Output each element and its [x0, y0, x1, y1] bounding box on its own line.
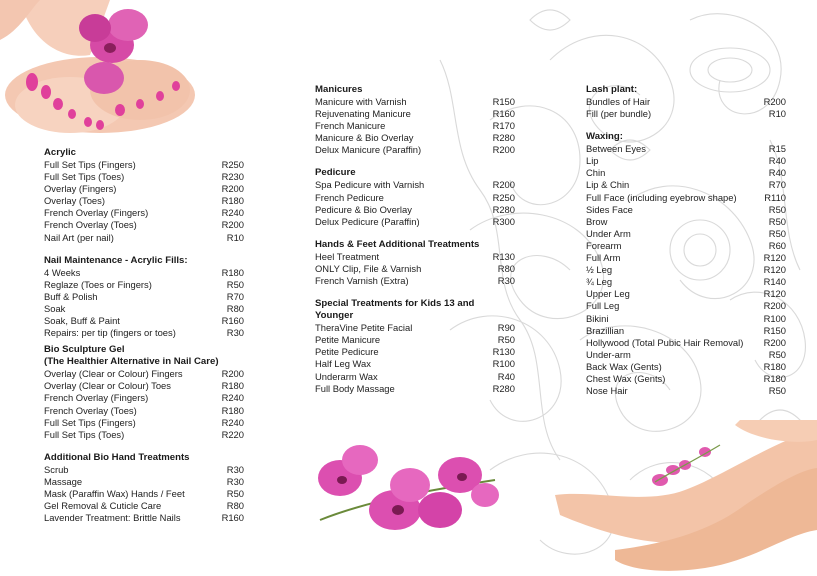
- treatment-name: Full Set Tips (Fingers): [44, 416, 136, 428]
- treatment-price: R280: [492, 382, 515, 394]
- treatment-price: R40: [768, 167, 786, 179]
- price-row: [315, 204, 515, 216]
- price-row: [44, 512, 244, 524]
- price-row: [586, 300, 786, 312]
- price-row: [586, 143, 786, 155]
- treatment-price: R240: [221, 416, 244, 428]
- section-title-acrylic-fills: Nail Maintenance - Acrylic Fills:: [44, 254, 188, 266]
- column-nails: [44, 147, 244, 524]
- treatment-price: R150: [763, 324, 786, 336]
- treatment-name: Brazillian: [586, 324, 625, 336]
- treatment-name: Chin: [586, 167, 606, 179]
- treatment-price: R60: [768, 239, 786, 251]
- section-waxing: [586, 131, 786, 397]
- treatment-name: ¾ Leg: [586, 276, 613, 288]
- price-row: [586, 361, 786, 373]
- treatment-name: Petite Pedicure: [315, 346, 379, 358]
- treatment-price: R30: [497, 275, 515, 287]
- price-row: [315, 108, 515, 120]
- treatment-name: Overlay (Fingers): [44, 183, 117, 195]
- treatment-price: R30: [226, 475, 244, 487]
- treatment-price: R120: [763, 252, 786, 264]
- treatment-price: R80: [226, 302, 244, 314]
- treatment-price: R90: [497, 322, 515, 334]
- treatment-price: R50: [497, 334, 515, 346]
- price-row: [44, 232, 244, 244]
- price-row: [44, 303, 244, 315]
- treatment-name: Half Leg Wax: [315, 358, 371, 370]
- treatment-name: Delux Pedicure (Paraffin): [315, 215, 420, 227]
- price-row: [586, 228, 786, 240]
- price-row: [315, 251, 515, 263]
- price-row: [315, 132, 515, 144]
- treatment-name: Delux Manicure (Paraffin): [315, 144, 422, 156]
- section-title-bio-sculpture: Bio Sculpture Gel: [44, 344, 125, 356]
- treatment-price: R50: [768, 215, 786, 227]
- treatment-price: R140: [763, 276, 786, 288]
- section-title-bio-hand: Additional Bio Hand Treatments: [44, 451, 190, 463]
- treatment-price: R10: [226, 231, 244, 243]
- treatment-price: R240: [221, 207, 244, 219]
- treatment-name: French Varnish (Extra): [315, 275, 409, 287]
- treatment-name: Mask (Paraffin Wax) Hands / Feet: [44, 487, 185, 499]
- treatment-price: R200: [221, 219, 244, 231]
- price-row: [315, 179, 515, 191]
- section-pedicure: [315, 167, 515, 227]
- price-row: [44, 315, 244, 327]
- treatment-price: R50: [226, 278, 244, 290]
- treatment-name: Between Eyes: [586, 143, 646, 155]
- price-row: [586, 349, 786, 361]
- price-row: [44, 279, 244, 291]
- treatment-price: R180: [221, 266, 244, 278]
- treatment-price: R50: [768, 203, 786, 215]
- treatment-price: R200: [221, 183, 244, 195]
- price-row: [44, 171, 244, 183]
- treatment-name: Full Arm: [586, 252, 621, 264]
- price-row: [315, 383, 515, 395]
- treatment-name: Upper Leg: [586, 288, 630, 300]
- treatment-name: Lip & Chin: [586, 179, 630, 191]
- treatment-name: Manicure & Bio Overlay: [315, 132, 414, 144]
- price-row: [44, 405, 244, 417]
- treatment-name: Petite Manicure: [315, 334, 381, 346]
- price-row: [44, 267, 244, 279]
- price-row: [44, 500, 244, 512]
- treatment-price: R180: [763, 360, 786, 372]
- waxed-legs-photo: [555, 420, 817, 576]
- price-row: [586, 192, 786, 204]
- price-row: [44, 207, 244, 219]
- treatment-price: R15: [768, 143, 786, 155]
- price-row: [315, 120, 515, 132]
- price-row: [315, 346, 515, 358]
- price-row: [586, 240, 786, 252]
- treatment-price: R240: [221, 392, 244, 404]
- treatment-name: Manicure with Varnish: [315, 96, 407, 107]
- treatment-price: R200: [492, 144, 515, 156]
- treatment-name: Nail Art (per nail): [44, 231, 114, 243]
- section-hands-feet-additional: [315, 239, 515, 287]
- section-title-manicures: Manicures: [315, 84, 363, 95]
- treatment-price: R70: [768, 179, 786, 191]
- treatment-price: R230: [221, 171, 244, 183]
- price-row: [44, 417, 244, 429]
- treatment-price: R50: [226, 487, 244, 499]
- price-row: [44, 219, 244, 231]
- price-row: [586, 325, 786, 337]
- price-row: [315, 275, 515, 287]
- section-title-pedicure: Pedicure: [315, 167, 356, 179]
- section-title-kids: Special Treatments for Kids 13 and Younger: [315, 298, 475, 322]
- treatment-price: R50: [768, 385, 786, 397]
- price-row: [315, 192, 515, 204]
- treatment-name: Pedicure & Bio Overlay: [315, 203, 412, 215]
- treatment-name: French Overlay (Toes): [44, 219, 137, 231]
- treatment-price: R200: [492, 179, 515, 191]
- treatment-name: Lavender Treatment: Brittle Nails: [44, 512, 181, 524]
- price-row: [315, 358, 515, 370]
- treatment-name: French Overlay (Fingers): [44, 392, 149, 404]
- price-row: [586, 288, 786, 300]
- treatment-name: Sides Face: [586, 203, 633, 215]
- treatment-name: Repairs: per tip (fingers or toes): [44, 327, 176, 339]
- column-lash-waxing: [586, 84, 786, 397]
- section-title-acrylic: Acrylic: [44, 147, 76, 158]
- treatment-name: Heel Treatment: [315, 250, 380, 262]
- price-row: [586, 313, 786, 325]
- price-row: [44, 291, 244, 303]
- treatment-price: R50: [768, 227, 786, 239]
- orchid-flowers-photo: [310, 440, 500, 540]
- treatment-name: Scrub: [44, 463, 69, 475]
- treatment-price: R120: [763, 264, 786, 276]
- price-row: [315, 371, 515, 383]
- treatment-price: R280: [492, 132, 515, 144]
- treatment-name: Full Set Tips (Toes): [44, 171, 125, 183]
- price-row: [44, 392, 244, 404]
- price-row: [44, 327, 244, 339]
- treatment-price: R40: [768, 155, 786, 167]
- treatment-price: R80: [226, 500, 244, 512]
- price-row: [586, 276, 786, 288]
- price-row: [44, 429, 244, 441]
- treatment-price: R170: [492, 120, 515, 132]
- treatment-price: R100: [763, 312, 786, 324]
- treatment-name: Reglaze (Toes or Fingers): [44, 278, 152, 290]
- treatment-price: R30: [226, 327, 244, 339]
- treatment-price: R160: [221, 512, 244, 524]
- price-row: [586, 216, 786, 228]
- treatment-name: Soak: [44, 302, 66, 314]
- treatment-name: Chest Wax (Gents): [586, 372, 666, 384]
- treatment-name: French Manicure: [315, 120, 386, 132]
- treatment-price: R180: [763, 372, 786, 384]
- treatment-name: Massage: [44, 475, 83, 487]
- treatment-name: Lip: [586, 155, 599, 167]
- section-bio-sculpture: [44, 344, 244, 441]
- price-row: [315, 263, 515, 275]
- treatment-price: R200: [763, 336, 786, 348]
- price-row: [586, 179, 786, 191]
- section-manicures: [315, 84, 515, 156]
- price-row: [586, 264, 786, 276]
- treatment-name: Bikini: [586, 312, 609, 324]
- price-row: [586, 337, 786, 349]
- treatment-price: R200: [763, 96, 786, 107]
- price-row: [44, 464, 244, 476]
- section-subtitle-bio-sculpture: (The Healthier Alternative in Nail Care): [44, 356, 219, 368]
- price-row: [586, 204, 786, 216]
- treatment-name: Buff & Polish: [44, 290, 98, 302]
- treatment-price: R300: [492, 215, 515, 227]
- treatment-name: French Overlay (Fingers): [44, 207, 149, 219]
- section-title-lash-plant: Lash plant:: [586, 84, 638, 95]
- treatment-price: R150: [492, 96, 515, 107]
- treatment-name: Full Set Tips (Toes): [44, 428, 125, 440]
- price-row: [44, 380, 244, 392]
- treatment-name: Full Set Tips (Fingers): [44, 159, 136, 170]
- section-kids: [315, 298, 515, 395]
- treatment-price: R130: [492, 346, 515, 358]
- treatment-price: R130: [492, 250, 515, 262]
- price-row: [44, 476, 244, 488]
- treatment-price: R180: [221, 404, 244, 416]
- treatment-price: R180: [221, 380, 244, 392]
- treatment-name: Overlay (Clear or Colour) Toes: [44, 380, 171, 392]
- treatment-name: Under Arm: [586, 227, 631, 239]
- treatment-name: Soak, Buff & Paint: [44, 315, 120, 327]
- treatment-price: R200: [763, 300, 786, 312]
- price-row: [315, 96, 515, 108]
- treatment-name: Brow: [586, 215, 608, 227]
- treatment-name: Rejuvenating Manicure: [315, 108, 411, 120]
- treatment-name: Full Body Massage: [315, 382, 395, 394]
- treatment-name: Forearm: [586, 239, 622, 251]
- treatment-name: Hollywood (Total Pubic Hair Removal): [586, 336, 744, 348]
- treatment-name: ½ Leg: [586, 264, 613, 276]
- price-row: [586, 96, 786, 108]
- treatment-price: R30: [226, 463, 244, 475]
- price-row: [44, 488, 244, 500]
- section-bio-hand: [44, 452, 244, 524]
- treatment-price: R40: [497, 370, 515, 382]
- treatment-price: R250: [221, 159, 244, 170]
- section-acrylic-fills: [44, 255, 244, 340]
- treatment-price: R100: [492, 358, 515, 370]
- price-row: [586, 167, 786, 179]
- treatment-price: R80: [497, 262, 515, 274]
- section-title-waxing: Waxing:: [586, 131, 623, 143]
- treatment-price: R180: [221, 195, 244, 207]
- treatment-price: R50: [768, 348, 786, 360]
- treatment-name: Under-arm: [586, 348, 631, 360]
- price-row: [586, 155, 786, 167]
- price-row: [315, 144, 515, 156]
- treatment-name: Overlay (Toes): [44, 195, 105, 207]
- treatment-price: R70: [226, 290, 244, 302]
- section-lash-plant: [586, 84, 786, 120]
- section-acrylic: [44, 147, 244, 244]
- pedicure-feet-photo: [0, 0, 200, 140]
- treatment-name: Full Leg: [586, 300, 620, 312]
- treatment-name: Gel Removal & Cuticle Care: [44, 500, 162, 512]
- treatment-price: R110: [764, 191, 786, 203]
- treatment-name: Spa Pedicure with Varnish: [315, 179, 425, 191]
- treatment-name: 4 Weeks: [44, 266, 81, 278]
- price-row: [44, 368, 244, 380]
- treatment-name: Fill (per bundle): [586, 108, 652, 120]
- treatment-name: Nose Hair: [586, 385, 628, 397]
- treatment-name: ONLY Clip, File & Varnish: [315, 262, 422, 274]
- price-row: [586, 385, 786, 397]
- price-row: [586, 373, 786, 385]
- treatment-price: R160: [221, 315, 244, 327]
- price-row: [44, 159, 244, 171]
- price-row: [315, 334, 515, 346]
- treatment-name: French Pedicure: [315, 191, 384, 203]
- price-row: [44, 183, 244, 195]
- treatment-price: R220: [221, 428, 244, 440]
- treatment-name: TheraVine Petite Facial: [315, 322, 413, 334]
- price-row: [315, 322, 515, 334]
- treatment-price: R200: [221, 368, 244, 380]
- treatment-name: Bundles of Hair: [586, 96, 651, 107]
- column-hands-feet: [315, 84, 515, 395]
- treatment-price: R120: [763, 288, 786, 300]
- price-row: [44, 195, 244, 207]
- treatment-name: Full Face (including eyebrow shape): [586, 191, 737, 203]
- treatment-name: Overlay (Clear or Colour) Fingers: [44, 368, 183, 380]
- treatment-price: R280: [492, 203, 515, 215]
- price-row: [586, 108, 786, 120]
- treatment-name: Back Wax (Gents): [586, 360, 662, 372]
- treatment-price: R250: [492, 191, 515, 203]
- section-title-hands-feet-additional: Hands & Feet Additional Treatments: [315, 238, 480, 250]
- treatment-name: Underarm Wax: [315, 370, 378, 382]
- price-row: [315, 216, 515, 228]
- treatment-price: R160: [492, 108, 515, 120]
- treatment-name: French Overlay (Toes): [44, 404, 137, 416]
- price-row: [586, 252, 786, 264]
- treatment-price: R10: [768, 108, 786, 120]
